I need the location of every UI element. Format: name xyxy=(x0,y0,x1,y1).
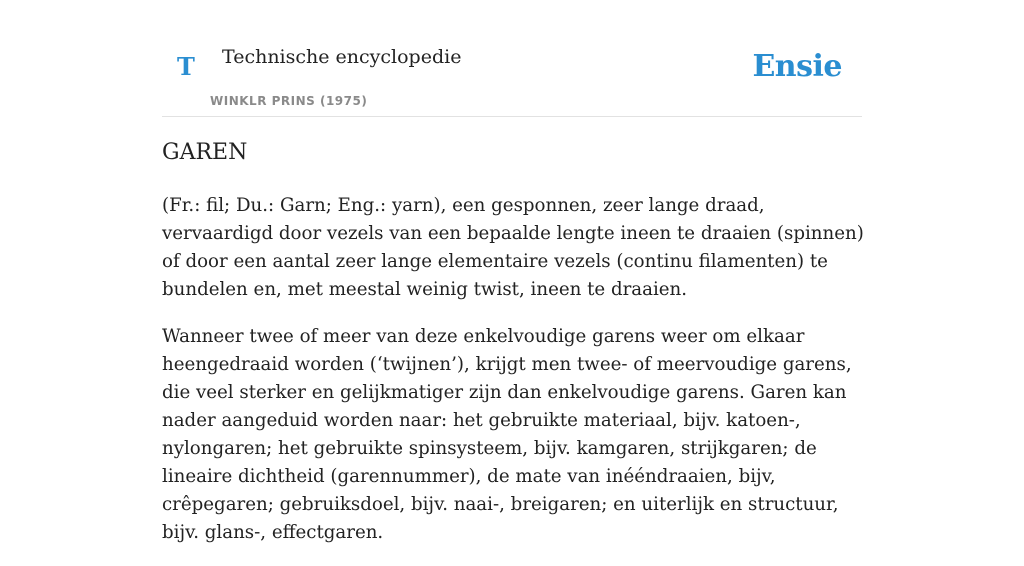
work-title-link[interactable]: Technische encyclopedie xyxy=(222,46,462,68)
entry-body xyxy=(162,192,866,566)
entry-paragraph: (Fr.: fil; Du.: Garn; Eng.: yarn), een gesponnen, zeer lange draad, vervaardigd door vezels van een bepaalde lengte ineen te draaien (spinnen) of door een aantal zeer lange elementaire vezels (continu filamenten) te bundelen en, met meestal weinig twist, ineen te draaien. xyxy=(162,195,864,300)
work-subtitle: WINKLR PRINS (1975) xyxy=(210,94,368,108)
entry-title: GAREN xyxy=(162,140,248,165)
ensie-logo-link[interactable]: Ensie xyxy=(752,49,842,84)
work-logo[interactable]: T xyxy=(177,52,195,81)
entry-paragraph: Wanneer twee of meer van deze enkelvoudige garens weer om elkaar heengedraaid worden (‘twijnen’), krijgt men twee- of meervoudige garens, die veel sterker en gelijkmatiger zijn dan enkelvoudige garens. Garen kan nader aangeduid worden naar: het gebruikte materiaal, bijv. katoen-, nylongaren; het gebruikte spinsysteem, bijv. kamgaren, strijkgaren; de lineaire dichtheid (garennummer), de mate van inééndraaien, bijv, crêpegaren; gebruiksdoel, bijv. naai-, breigaren; en uiterlijk en structuur, bijv. glans-, effectgaren. xyxy=(162,326,852,543)
page-header xyxy=(162,0,862,117)
